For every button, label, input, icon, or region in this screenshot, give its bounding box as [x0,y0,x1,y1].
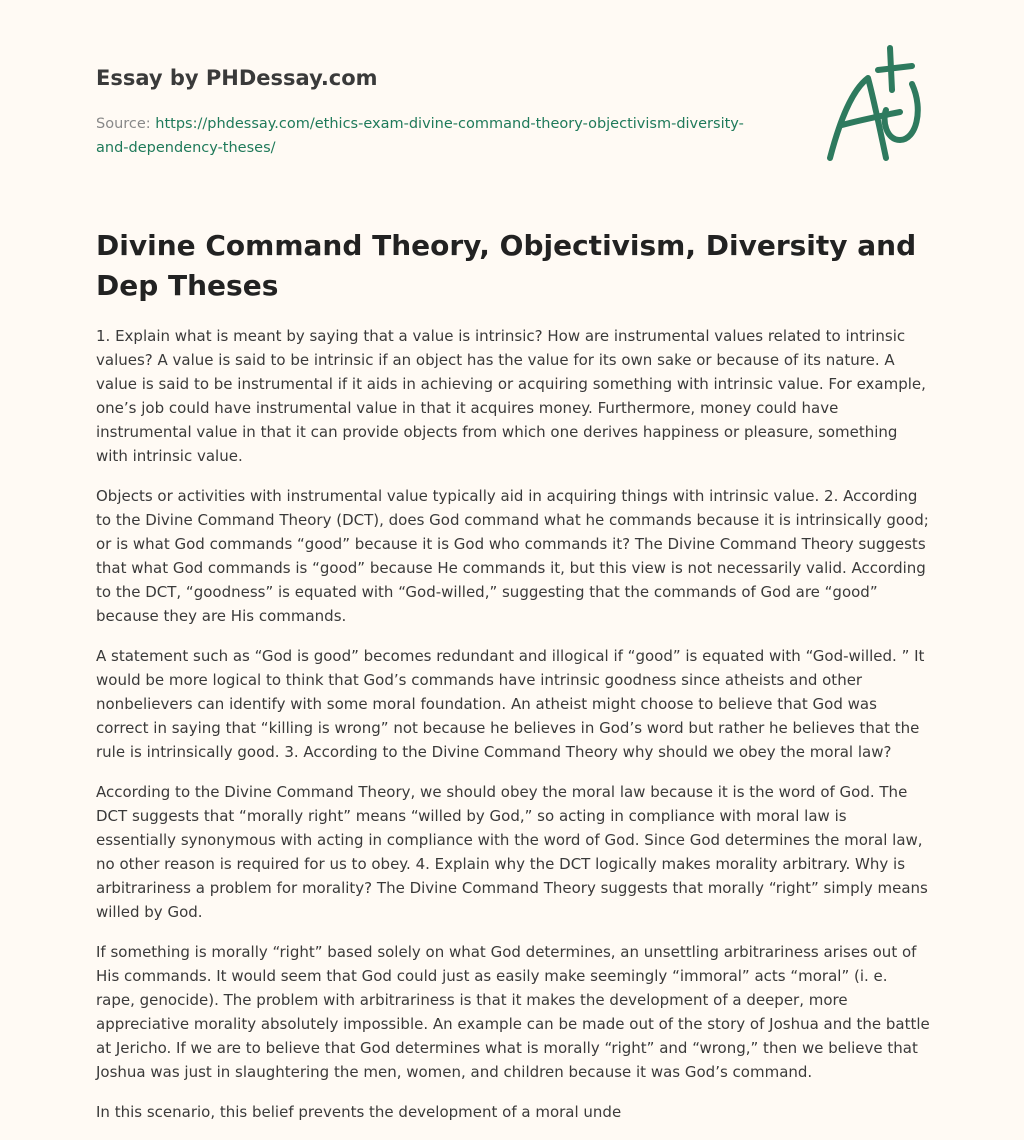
paragraph: According to the Divine Command Theory, we should obey the moral law because it is the word of God. The DCT suggests that “morally right” means “willed by God,” so acting in compliance with moral law is essentially synonymous with acting in compliance with the word of God. Since God determines the moral law, no other reason is required for us to obey. 4. Explain why the DCT logically makes morality arbitrary. Why is arbitrariness a problem for morality? The Divine Command Theory suggests that morally “right” simply means willed by God. [96,783,928,921]
source-label: Source: [96,116,156,132]
paragraph: Objects or activities with instrumental value typically aid in acquiring things with intrinsic value. 2. According to the Divine Command Theory (DCT), does God command what he commands because it is intrinsically good; or is what God commands “good” because it is God who commands it? The Divine Command Theory suggests that what God commands is “good” because He commands it, but this view is not necessarily valid. According to the DCT, “goodness” is equated with “God-willed,” suggesting that the commands of God are “good” because they are His commands. [96,487,929,625]
paragraph: If something is morally “right” based solely on what God determines, an unsettling arbitrariness arises out of His commands. It would seem that God could just as easily make seemingly “immoral” acts “moral” (i. e. rape, genocide). The problem with arbitrariness is that it makes the development of a deeper, more appreciative morality absolutely impossible. An example can be made out of the story of Joshua and the battle at Jericho. If we are to believe that God determines what is morally “right” and “wrong,” then we believe that Joshua was just in slaughtering the men, women, and children because it was God’s command. [96,943,930,1081]
a-plus-logo [820,40,930,165]
source-line [96,112,776,160]
source-link[interactable]: https://phdessay.com/ethics-exam-divine-command-theory-objectivism-diversity-and-dependency-theses/ [96,116,744,156]
site-brand: Essay by PHDessay.com [96,66,378,90]
essay-title: Divine Command Theory, Objectivism, Diversity and Dep Theses [96,229,917,302]
paragraph: A statement such as “God is good” becomes redundant and illogical if “good” is equated with “God-willed. ” It would be more logical to think that God’s commands have intrinsic goodness since atheists and other nonbelievers can identify with some moral foundation. An atheist might choose to believe that God was correct in saying that “killing is wrong” not because he believes in God’s word but rather he believes that the rule is intrinsically good. 3. According to the Divine Command Theory why should we obey the moral law? [96,647,925,761]
paragraph: In this scenario, this belief prevents the development of a moral unde [96,1103,622,1121]
paragraph: 1. Explain what is meant by saying that a value is intrinsic? How are instrumental values related to intrinsic values? A value is said to be intrinsic if an object has the value for its own sake or because of its nature. A value is said to be instrumental if it aids in achieving or acquiring something with intrinsic value. For example, one’s job could have instrumental value in that it acquires money. Furthermore, money could have instrumental value in that it can provide objects from which one derives happiness or pleasure, something with intrinsic value. [96,327,926,465]
essay-body [96,324,930,1140]
